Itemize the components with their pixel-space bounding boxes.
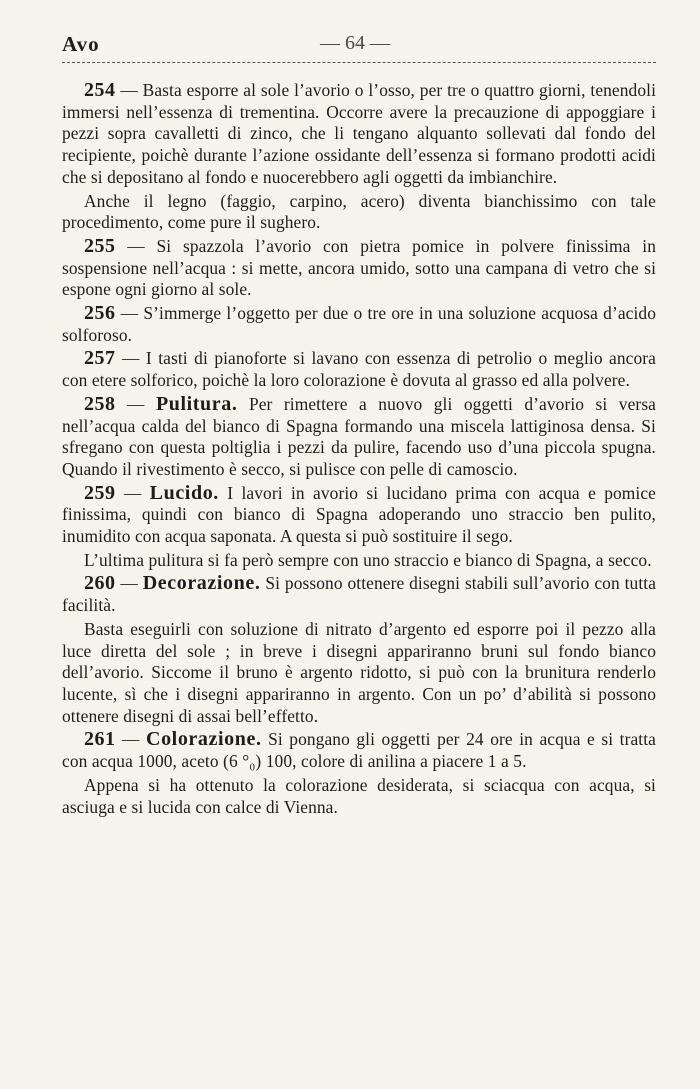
section-text: I lavori in avorio si lucidano prima con acqua e pomice finissima, quindi con bianco di Spagna adoperando uno straccio ben pulito, inumidito con acqua saponata. A questa si può sostituire il sego. — [62, 482, 657, 547]
section-text: I tasti di pianoforte si lavano con essenza di petrolio o meglio ancora con etere solforico, poichè la loro colorazione è dovuta al grasso ed alla polvere. — [62, 348, 656, 391]
section-number: 256 — [84, 302, 116, 325]
section-text: S’immerge l’oggetto per due o tre ore in una soluzione acquosa d’acido solforoso. — [62, 303, 656, 345]
section-title: Lucido. — [149, 481, 219, 504]
section-text: L’ultima pulitura si fa però sempre con uno straccio e bianco di Spagna, a secco. — [84, 549, 652, 570]
page-body — [62, 80, 656, 820]
section-title: Decorazione. — [142, 572, 261, 595]
section-number: 259 — [84, 481, 116, 504]
section-text: Appena si ha ottenuto la colorazione desiderata, si sciacqua con acqua, si asciuga e si lucida con calce di Vienna. — [62, 774, 656, 817]
section-number: 255 — [84, 234, 116, 257]
section-number: 254 — [84, 79, 116, 101]
section-dash: — — [115, 729, 147, 750]
section-title: Pulitura. — [155, 392, 238, 415]
section-number: 258 — [84, 392, 116, 415]
section-dash: — — [115, 235, 157, 256]
paragraph-259 — [62, 483, 656, 548]
paragraph-255 — [62, 236, 656, 301]
paragraph — [62, 619, 656, 728]
section-dash: — — [115, 573, 143, 594]
section-dash: — — [115, 348, 146, 369]
paragraph-261 — [62, 729, 656, 772]
paragraph-254 — [62, 80, 656, 189]
header-rule — [62, 62, 656, 63]
paragraph — [62, 775, 656, 818]
paragraph — [62, 550, 656, 572]
section-text: Basta esporre al sole l’avorio o l’osso, per tre o quattro giorni, tenendoli immersi nell’essenza di trementina. Occorre avere la precauzione di appoggiare i pezzi sopra cavalletti di zinco, che li tengano alquanto sollevati dal fondo del recipiente, poichè durante l’azione ossidante dell’essenza si formano prodotti acidi che si depositano al fondo e nuocerebbero agli oggetti da imbianchire. — [62, 80, 656, 187]
section-text: Per rimettere a nuovo gli oggetti d’avorio si versa nell’acqua calda del bianco di Spagna formando una miscela lattiginosa densa. Si sfregano con questa poltiglia i pezzi da pulire, facendo uso d’una piccola spugna. Quando il rivestimento è secco, si pulisce con pelle di camoscio. — [62, 393, 657, 479]
section-title: Colorazione. — [146, 728, 262, 751]
paragraph-260 — [62, 573, 656, 616]
paragraph-256 — [62, 303, 656, 346]
paragraph-258 — [62, 394, 656, 481]
page-header — [62, 28, 656, 64]
section-text: Anche il legno (faggio, carpino, acero) diventa bianchissimo con tale procedimento, come pure il sughero. — [62, 190, 656, 233]
section-number: 261 — [84, 728, 116, 751]
section-text: Si pongano gli oggetti per 24 ore in acqua e si tratta con acqua 1000, aceto (6 °₀) 100, colore di anilina a piacere 1 a 5. — [62, 729, 656, 772]
section-text: Si spazzola l’avorio con pietra pomice in polvere finissima in sospensione nell’acqua : si mette, ancora umido, sotto una campana di vetro che si espone ogni giorno al sole. — [62, 235, 656, 300]
section-number: 257 — [84, 347, 116, 370]
section-text: Si possono ottenere disegni stabili sull’avorio con tutta facilità. — [62, 573, 657, 616]
running-title: Avo — [62, 32, 100, 56]
section-text: Basta eseguirli con soluzione di nitrato d’argento ed esporre poi il pezzo alla luce diretta del sole ; in breve i disegni appariranno bruni sul fondo bianco dell’avorio. Siccome il bruno è argento ridotto, si può con la brunitura renderlo lucente, sì che i disegni appariranno in argento. Con un po’ d’abilità si possono ottenere disegni di assai bell’effetto. — [62, 618, 656, 726]
section-dash: — — [115, 80, 143, 100]
page-number: — 64 — — [320, 32, 390, 54]
section-dash: — — [115, 303, 144, 324]
paragraph — [62, 191, 656, 234]
section-number: 260 — [84, 572, 116, 595]
section-dash: — — [115, 482, 150, 503]
paragraph-257 — [62, 348, 656, 391]
section-dash: — — [115, 393, 156, 414]
